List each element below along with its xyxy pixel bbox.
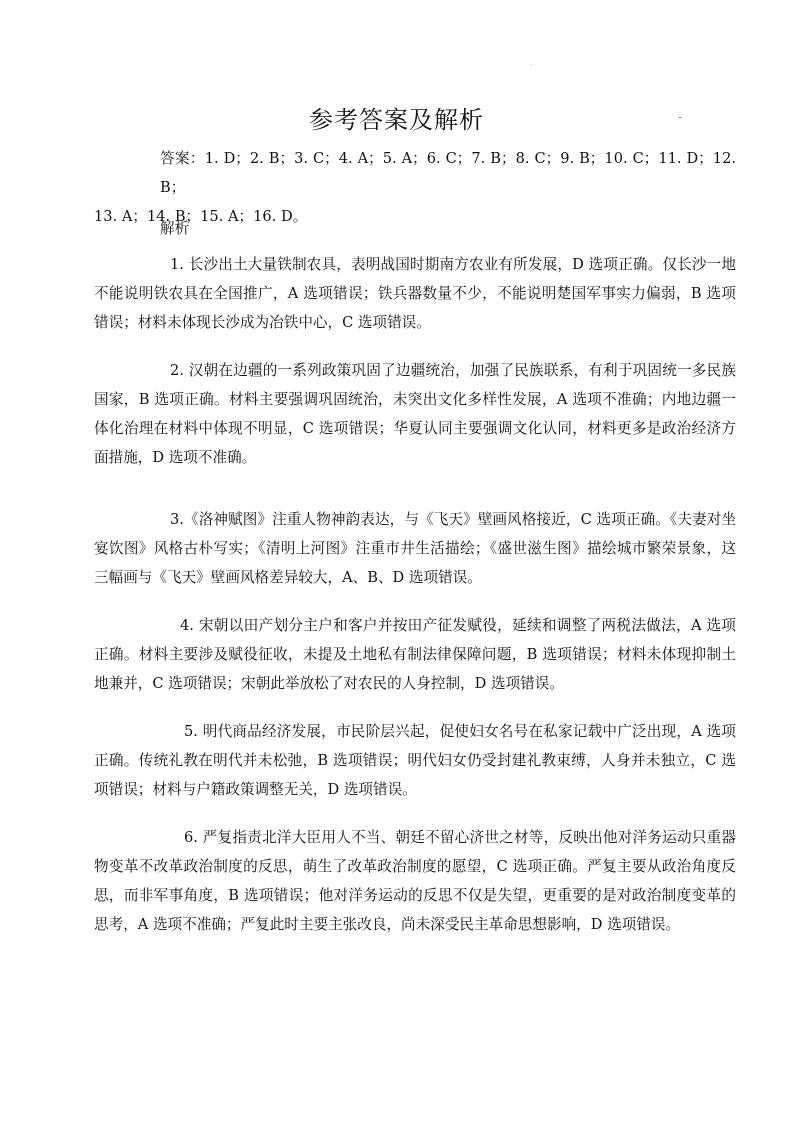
explanation-1: 1. 长沙出土大量铁制农具，表明战国时期南方农业有所发展，D 选项正确。仅长沙一地不能说明铁农具在全国推广，A 选项错误；铁兵器数量不少，不能说明楚国军事实力偏弱，B 选项错误；材料未体现长沙成为冶铁中心，C 选项错误。 [94, 256, 736, 331]
analysis-label: 解析 [160, 220, 190, 237]
answer-line-1: 答案：1. D；2. B；3. C；4. A；5. A；6. C；7. B；8. C；9. B；10. C；11. D；12. B； [160, 150, 736, 196]
title-mark: - [678, 110, 683, 124]
explanation-4: 4. 宋朝以田产划分主户和客户并按田产征发赋役，延续和调整了两税法做法，A 选项正确。材料主要涉及赋役征收，未提及土地私有制法律保障问题，B 选项错误；材料未体现抑制土地兼并，C 选项错误；宋朝此举放松了对农民的人身控制，D 选项错误。 [94, 617, 736, 692]
explanation-5: 5. 明代商品经济发展，市民阶层兴起，促使妇女名号在私家记载中广泛出现，A 选项正确。传统礼教在明代并未松弛，B 选项错误；明代妇女仍受封建礼教束缚，人身并未独立，C 选项错误；材料与户籍政策调整无关，D 选项错误。 [94, 723, 736, 798]
explanation-3: 3.《洛神赋图》注重人物神韵表达，与《飞天》壁画风格接近，C 选项正确。《夫妻对坐宴饮图》风格古朴写实；《清明上河图》注重市井生活描绘；《盛世滋生图》描绘城市繁荣景象，这三幅画与《飞天》壁画风格差异较大，A、B、D 选项错误。 [94, 511, 736, 586]
explanation-2: 2. 汉朝在边疆的一系列政策巩固了边疆统治，加强了民族联系，有利于巩固统一多民族国家，B 选项正确。材料主要强调巩固统治，未突出文化多样性发展，A 选项不准确；内地边疆一体化治理在材料中体现不明显，C 选项错误；华夏认同主要强调文化认同，材料更多是政治经济方面措施，D 选项不准确。 [94, 362, 736, 466]
scan-dot: · [530, 62, 532, 69]
answer-line-2: 13. A；14. B；15. A；16. D。 [94, 208, 308, 225]
answer-key [94, 144, 736, 231]
page-title: 参考答案及解析 [309, 106, 484, 134]
explanation-6: 6. 严复指责北洋大臣用人不当、朝廷不留心济世之材等，反映出他对洋务运动只重器物变革不改革政治制度的反思，萌生了改革政治制度的愿望，C 选项正确。严复主要从政治角度反思，而非军事角度，B 选项错误；他对洋务运动的反思不仅是失望，更重要的是对政治制度变革的思考，A 选项不准确；严复此时主要主张改良，尚未深受民主革命思想影响，D 选项错误。 [94, 829, 736, 933]
